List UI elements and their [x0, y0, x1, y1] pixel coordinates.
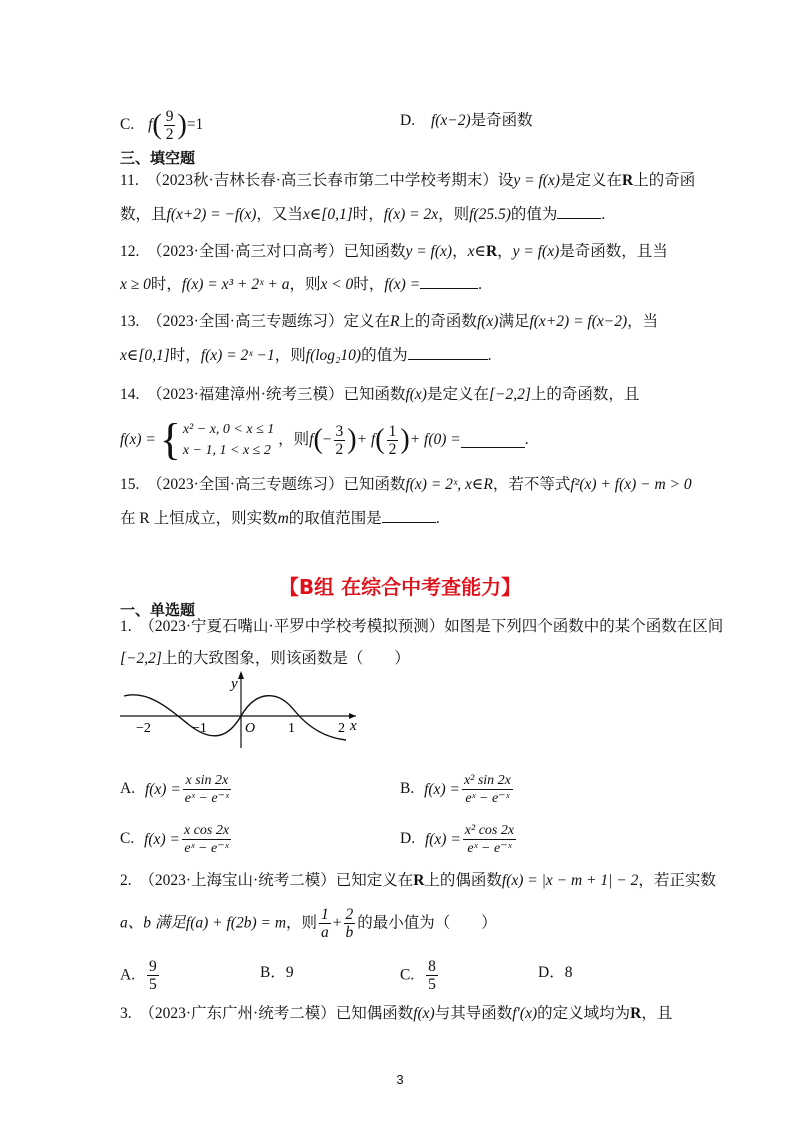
math-expr: f²(x) + f(x) − m > 0: [570, 476, 692, 493]
text: 的值为: [510, 206, 558, 223]
option-d: [400, 822, 518, 857]
option-label: A.: [120, 780, 136, 798]
text: 时，: [352, 206, 384, 223]
option-label: B.: [400, 780, 415, 798]
math-expr: f(x) =: [144, 830, 180, 848]
tick-label: 1: [288, 721, 295, 736]
denominator: a: [321, 924, 329, 941]
math-set: R: [622, 172, 634, 189]
y-axis-label: y: [231, 676, 238, 692]
function-curve: [124, 695, 346, 740]
text: .: [478, 276, 483, 293]
text: .: [435, 510, 440, 527]
math-expr: f: [309, 431, 314, 448]
question-source: 2. （2023·上海宝山·统考二模）已知定义在: [120, 872, 414, 889]
numerator: x cos 2x: [183, 823, 230, 838]
b2-option-a: [120, 958, 161, 993]
b-question-1-line1: [120, 616, 723, 638]
text: ，又当: [256, 206, 303, 223]
b-question-2-line2: [120, 906, 497, 941]
answer-blank: [461, 432, 525, 448]
math-expr: f(x) =: [424, 830, 461, 848]
denominator: 5: [428, 976, 436, 993]
case-2: x − 1, 1 < x ≤ 2: [182, 443, 271, 458]
numerator: 1: [321, 906, 329, 923]
b2-option-d: D．8: [538, 964, 573, 981]
text: 上的奇函数，且: [530, 386, 640, 403]
math-expr: f(x−2): [430, 112, 471, 129]
section-heading: 三、填空题: [120, 149, 196, 167]
text: a、b 满足: [120, 914, 186, 932]
denominator: 2: [388, 440, 397, 458]
denominator: 5: [148, 976, 157, 993]
text: ，则: [286, 914, 318, 932]
choice-d: [400, 110, 533, 132]
option-label: A.: [120, 966, 136, 984]
question-13-line2: [120, 344, 491, 367]
answer-blank: [382, 507, 436, 523]
math-expr: f: [148, 116, 153, 134]
question-source: 1. （2023·宁夏石嘴山·平罗中学校考模拟预测）如图是下列四个函数中的某个函数在区间: [120, 618, 724, 635]
text: ，且: [641, 1005, 673, 1022]
answer-blank: [557, 203, 601, 219]
fraction: [334, 423, 346, 458]
answer-blank: [408, 344, 488, 360]
fraction: [182, 822, 231, 857]
option-c: [120, 822, 233, 857]
page-number: 3: [396, 1072, 404, 1087]
text: ，则: [438, 206, 470, 223]
question-13-line1: [120, 311, 658, 333]
math-expr: f(x) = 2ˣ −1: [200, 347, 275, 364]
b-question-2-line1: [120, 870, 716, 892]
option-b: [400, 772, 515, 807]
case-1: x² − x, 0 < x ≤ 1: [182, 422, 275, 437]
math-expr: f(log₂10): [305, 347, 362, 364]
question-11-line2: [120, 203, 605, 226]
tick-label: −2: [136, 721, 151, 736]
question-12-line1: [120, 241, 668, 263]
group-b-title: 【B组 在综合中考查能力】: [278, 575, 522, 599]
question-11-line1: [120, 170, 695, 192]
math-expr: + f: [356, 431, 376, 448]
math-expr: f(x+2) = −f(x): [166, 206, 257, 223]
math-expr: y = f(x): [513, 172, 560, 189]
option-label: C.: [400, 966, 415, 984]
math-expr: x∈: [467, 243, 486, 260]
numerator: 9: [165, 108, 174, 125]
math-expr: m: [277, 510, 289, 527]
math-expr: f(x) =: [424, 780, 460, 798]
math-expr: [−2,2]: [488, 386, 531, 403]
fraction: [183, 772, 231, 807]
choice-label: C.: [120, 116, 135, 134]
fraction: [463, 822, 516, 857]
fraction: [344, 906, 356, 941]
text: 的值为: [361, 347, 408, 364]
math-expr: f(a) + f(2b) = m: [185, 914, 287, 932]
text: 上的偶函数: [424, 872, 502, 889]
denominator: eˣ − e⁻ˣ: [467, 841, 512, 856]
option-label: D.: [400, 830, 416, 848]
denominator: 2: [165, 126, 174, 143]
text: 的定义域均为: [537, 1005, 631, 1022]
b-question-1-line2: [120, 648, 410, 670]
b-question-3-line1: [120, 1003, 672, 1025]
text: 的最小值为（ ）: [357, 914, 497, 932]
text: .: [601, 206, 606, 223]
question-source: 3. （2023·广东广州·统考二模）已知偶函数: [120, 1005, 414, 1022]
text: .: [487, 347, 492, 364]
question-source: 12. （2023·全国·高三对口高考）已知函数: [120, 243, 406, 260]
choice-c: C. f( $\frac{9}{2}$ )=1: [120, 108, 204, 143]
text: 满足: [498, 313, 530, 330]
math-set: R: [413, 872, 425, 889]
text: 上的大致图象，则该函数是（ ）: [161, 650, 410, 667]
fraction: [319, 906, 331, 941]
math-expr: f(x) = |x − m + 1| − 2: [501, 872, 639, 889]
math-expr: f(25.5): [469, 206, 511, 223]
text: 上的奇函: [633, 172, 696, 189]
math-expr: f(x) = 2ˣ, x∈R: [405, 476, 493, 493]
math-expr: f(x) =: [384, 276, 421, 293]
math-set: R: [485, 243, 498, 260]
math-expr: f(x): [476, 313, 499, 330]
denominator: b: [345, 924, 354, 941]
text: 是定义在: [559, 172, 622, 189]
math-expr: y = f(x): [512, 243, 560, 260]
numerator: 9: [148, 958, 157, 975]
math-set: R: [389, 313, 400, 330]
text: 是奇函数: [470, 112, 533, 129]
fraction: [147, 958, 159, 993]
text: 是奇函数，且当: [559, 243, 668, 260]
math-expr: =1: [186, 116, 204, 134]
question-source: 14. （2023·福建漳州·统考三模）已知函数: [120, 386, 406, 403]
text: ，: [452, 243, 468, 260]
answer-blank: [420, 273, 478, 289]
b2-option-c: [400, 958, 440, 993]
math-expr: x ≥ 0: [120, 276, 151, 293]
text: 的取值范围是: [288, 510, 382, 527]
question-source: 15. （2023·全国·高三专题练习）已知函数: [120, 476, 406, 493]
text: ，则: [274, 347, 306, 364]
denominator: eˣ − e⁻ˣ: [184, 841, 229, 856]
text: ，: [497, 243, 513, 260]
question-15-line2: [120, 507, 440, 530]
text: 与其导函数: [434, 1005, 513, 1022]
math-expr: [−2,2]: [120, 650, 162, 667]
math-expr: f(x) =: [120, 431, 156, 448]
denominator: 2: [335, 440, 344, 458]
math-expr: + f(0) =: [409, 431, 461, 448]
origin-label: O: [245, 721, 256, 736]
text: 在 R 上恒成立，则实数: [120, 510, 278, 527]
numerator: x² cos 2x: [464, 823, 515, 838]
fraction: [387, 423, 399, 458]
numerator: 2: [345, 906, 354, 923]
text: ，当: [627, 313, 659, 330]
function-graph: [118, 668, 368, 750]
question-12-line2: [120, 273, 482, 296]
b2-option-b: B．9: [260, 964, 294, 981]
numerator: 1: [388, 422, 397, 440]
text: 是定义在: [426, 386, 489, 403]
math-expr: f(x): [405, 386, 427, 403]
numerator: 3: [335, 422, 344, 440]
text: ，则: [278, 431, 310, 448]
math-set: R: [630, 1005, 642, 1022]
denominator: eˣ − e⁻ˣ: [465, 791, 510, 806]
math-expr: f(x) = x³ + 2ˣ + a: [181, 276, 290, 293]
text: ，则: [289, 276, 321, 293]
text: ，若正实数: [638, 872, 716, 889]
numerator: 8: [428, 958, 436, 975]
numerator: x² sin 2x: [463, 773, 511, 788]
question-source: 13. （2023·全国·高三专题练习）定义在: [120, 313, 390, 330]
math-expr: x < 0: [320, 276, 354, 293]
text: ，若不等式: [492, 476, 571, 493]
text: 时，: [169, 347, 201, 364]
y-axis-arrow: [238, 671, 244, 679]
question-source: 11. （2023秋·吉林长春·高三长春市第二中学校考期末）设: [120, 172, 514, 189]
text: 时，: [150, 276, 182, 293]
tick-label: 2: [338, 721, 345, 736]
text: 数，且: [120, 206, 167, 223]
question-15-line1: [120, 474, 692, 496]
tick-label: −1: [192, 721, 207, 736]
math-expr: y = f(x): [405, 243, 453, 260]
fraction: [462, 772, 513, 807]
math-expr: f(x) =: [144, 780, 181, 798]
fraction: [426, 958, 438, 993]
text: 上的奇函数: [399, 313, 477, 330]
question-14-line2: f(x) = { x² − x, 0 < x ≤ 1 x − 1, 1 < x ≤ 2 ，则f(− $\frac{3}{2}$ )+ f( $\frac{1}{2}$ )+ f(0) = .: [120, 415, 529, 464]
section-heading: 一、单选题: [120, 601, 196, 619]
math-expr: x∈[0,1]: [302, 206, 353, 223]
math-expr: f(x) = 2x: [383, 206, 439, 223]
math-expr: +: [332, 914, 342, 932]
choice-label: D.: [400, 112, 416, 129]
denominator: eˣ − e⁻ˣ: [184, 791, 229, 806]
option-a: [120, 772, 233, 807]
math-expr: f(x+2) = f(x−2): [529, 313, 628, 330]
piecewise: { x² − x, 0 < x ≤ 1 x − 1, 1 < x ≤ 2: [159, 415, 275, 464]
numerator: x sin 2x: [183, 772, 231, 790]
fraction: [164, 108, 176, 143]
x-axis-label: x: [350, 718, 357, 734]
question-14-line1: [120, 384, 639, 406]
math-expr: f′(x): [512, 1005, 538, 1022]
math-expr: f(x): [413, 1005, 435, 1022]
text: .: [524, 431, 529, 448]
option-label: C.: [120, 830, 135, 848]
text: 时，: [353, 276, 385, 293]
math-expr: x∈[0,1]: [120, 347, 170, 364]
